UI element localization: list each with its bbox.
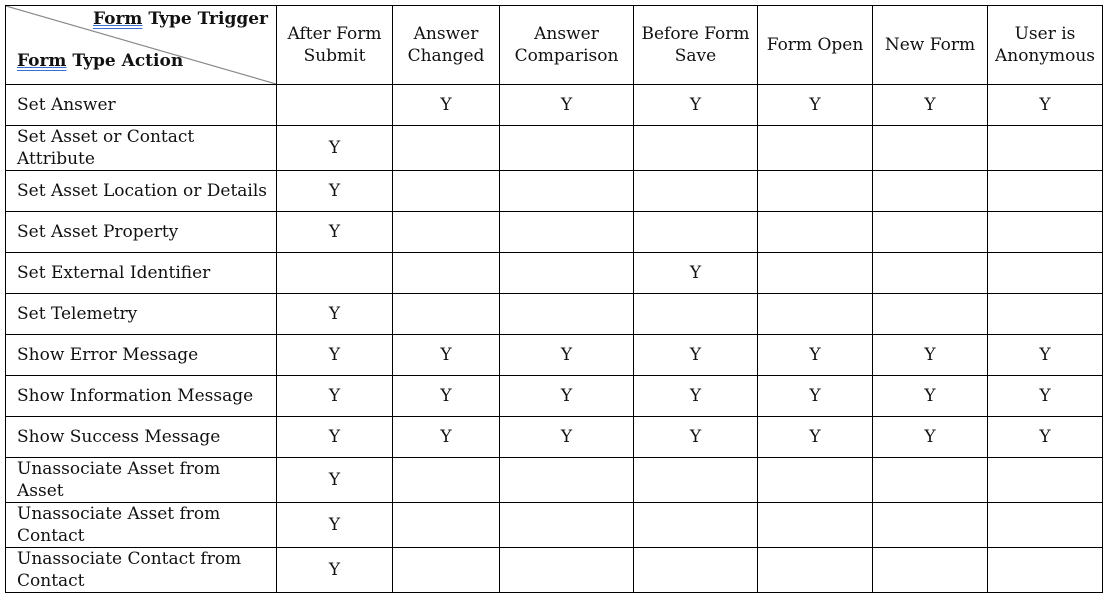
matrix-cell: Y bbox=[634, 335, 758, 376]
matrix-cell: Y bbox=[873, 335, 988, 376]
matrix-cell: Y bbox=[500, 335, 634, 376]
row-action-label: Set Telemetry bbox=[6, 294, 277, 335]
column-header-line1: Before Form bbox=[641, 24, 750, 44]
matrix-cell: Y bbox=[988, 85, 1103, 126]
matrix-cell bbox=[873, 126, 988, 171]
matrix-cell: Y bbox=[277, 126, 393, 171]
column-header bbox=[277, 6, 393, 85]
column-header bbox=[634, 6, 758, 85]
matrix-cell: Y bbox=[988, 376, 1103, 417]
trigger-word-form: Form bbox=[92, 9, 143, 29]
table-row bbox=[6, 458, 1103, 503]
column-header-line1: Answer bbox=[534, 24, 599, 44]
matrix-cell bbox=[634, 503, 758, 548]
table-row bbox=[6, 335, 1103, 376]
matrix-cell: Y bbox=[988, 335, 1103, 376]
matrix-cell: Y bbox=[758, 417, 873, 458]
matrix-cell bbox=[393, 458, 500, 503]
column-header bbox=[758, 6, 873, 85]
table-row bbox=[6, 376, 1103, 417]
matrix-cell: Y bbox=[277, 417, 393, 458]
matrix-cell: Y bbox=[393, 85, 500, 126]
matrix-cell bbox=[988, 503, 1103, 548]
matrix-cell bbox=[988, 171, 1103, 212]
matrix-cell bbox=[988, 294, 1103, 335]
row-action-label: Unassociate Contact from Contact bbox=[6, 548, 277, 593]
matrix-cell: Y bbox=[873, 85, 988, 126]
matrix-cell bbox=[393, 212, 500, 253]
matrix-cell bbox=[873, 458, 988, 503]
matrix-cell: Y bbox=[277, 212, 393, 253]
matrix-cell: Y bbox=[758, 376, 873, 417]
column-header bbox=[500, 6, 634, 85]
table-row bbox=[6, 294, 1103, 335]
matrix-cell bbox=[873, 253, 988, 294]
matrix-cell bbox=[393, 503, 500, 548]
matrix-cell bbox=[758, 503, 873, 548]
column-header-line1: New Form bbox=[884, 35, 976, 55]
matrix-cell bbox=[873, 212, 988, 253]
matrix-cell bbox=[988, 253, 1103, 294]
matrix-cell bbox=[634, 294, 758, 335]
table-row bbox=[6, 171, 1103, 212]
matrix-cell: Y bbox=[500, 417, 634, 458]
matrix-cell: Y bbox=[500, 376, 634, 417]
column-header-line2: Anonymous bbox=[994, 46, 1096, 66]
matrix-cell: Y bbox=[500, 85, 634, 126]
matrix-cell: Y bbox=[277, 503, 393, 548]
matrix-cell bbox=[873, 171, 988, 212]
matrix-cell bbox=[758, 253, 873, 294]
matrix-cell: Y bbox=[873, 417, 988, 458]
row-action-label: Show Error Message bbox=[6, 335, 277, 376]
row-action-label: Show Success Message bbox=[6, 417, 277, 458]
matrix-cell bbox=[393, 126, 500, 171]
action-word-form: Form bbox=[17, 51, 67, 71]
matrix-cell bbox=[500, 503, 634, 548]
matrix-cell: Y bbox=[988, 417, 1103, 458]
column-header bbox=[988, 6, 1103, 85]
matrix-cell bbox=[500, 212, 634, 253]
column-header-line2: Submit bbox=[303, 46, 366, 66]
matrix-cell bbox=[988, 126, 1103, 171]
matrix-cell bbox=[277, 253, 393, 294]
form-type-trigger-label bbox=[93, 8, 268, 30]
matrix-cell: Y bbox=[277, 458, 393, 503]
column-header-line1: User is bbox=[1014, 24, 1076, 44]
form-type-matrix-table bbox=[5, 5, 1103, 593]
matrix-cell: Y bbox=[277, 294, 393, 335]
matrix-cell: Y bbox=[277, 335, 393, 376]
corner-header-cell bbox=[6, 6, 277, 85]
column-header-line1: Answer bbox=[413, 24, 479, 44]
matrix-cell: Y bbox=[873, 376, 988, 417]
matrix-cell bbox=[873, 503, 988, 548]
row-action-label: Set External Identifier bbox=[6, 253, 277, 294]
matrix-cell bbox=[393, 253, 500, 294]
row-action-label: Show Information Message bbox=[6, 376, 277, 417]
column-header-line2: Changed bbox=[407, 46, 485, 66]
matrix-cell: Y bbox=[758, 335, 873, 376]
action-word-rest: Type Action bbox=[66, 51, 184, 71]
matrix-cell bbox=[758, 212, 873, 253]
matrix-cell bbox=[500, 294, 634, 335]
row-action-label: Unassociate Asset from Contact bbox=[6, 503, 277, 548]
matrix-cell: Y bbox=[393, 335, 500, 376]
matrix-cell bbox=[393, 294, 500, 335]
row-action-label: Set Asset Location or Details bbox=[6, 171, 277, 212]
matrix-cell bbox=[634, 212, 758, 253]
matrix-cell bbox=[634, 171, 758, 212]
matrix-cell: Y bbox=[277, 548, 393, 593]
matrix-cell bbox=[393, 171, 500, 212]
matrix-cell bbox=[500, 253, 634, 294]
form-type-action-label bbox=[17, 50, 183, 72]
table-row bbox=[6, 417, 1103, 458]
column-header-line2: Save bbox=[674, 46, 717, 66]
matrix-cell: Y bbox=[277, 171, 393, 212]
matrix-cell: Y bbox=[277, 376, 393, 417]
column-header bbox=[873, 6, 988, 85]
matrix-cell: Y bbox=[634, 417, 758, 458]
matrix-cell: Y bbox=[758, 85, 873, 126]
row-action-label: Set Asset Property bbox=[6, 212, 277, 253]
matrix-cell: Y bbox=[393, 376, 500, 417]
matrix-cell bbox=[873, 294, 988, 335]
matrix-cell: Y bbox=[634, 253, 758, 294]
column-header-line2: Comparison bbox=[514, 46, 619, 66]
matrix-cell bbox=[634, 126, 758, 171]
matrix-cell bbox=[758, 171, 873, 212]
row-action-label: Unassociate Asset from Asset bbox=[6, 458, 277, 503]
table-row bbox=[6, 126, 1103, 171]
matrix-cell bbox=[500, 171, 634, 212]
trigger-word-rest: Type Trigger bbox=[142, 9, 268, 29]
table-row bbox=[6, 503, 1103, 548]
matrix-cell bbox=[988, 212, 1103, 253]
matrix-cell: Y bbox=[634, 85, 758, 126]
matrix-body bbox=[6, 85, 1103, 593]
matrix-cell bbox=[500, 458, 634, 503]
column-header bbox=[393, 6, 500, 85]
matrix-cell bbox=[500, 126, 634, 171]
matrix-cell: Y bbox=[634, 376, 758, 417]
table-row bbox=[6, 253, 1103, 294]
header-row bbox=[6, 6, 1103, 85]
matrix-cell bbox=[634, 458, 758, 503]
matrix-cell bbox=[758, 126, 873, 171]
column-header-line1: After Form bbox=[287, 24, 382, 44]
row-action-label: Set Answer bbox=[6, 85, 277, 126]
row-action-label: Set Asset or Contact Attribute bbox=[6, 126, 277, 171]
matrix-cell bbox=[758, 294, 873, 335]
column-header-line1: Form Open bbox=[766, 35, 864, 55]
matrix-cell: Y bbox=[393, 417, 500, 458]
table-row bbox=[6, 85, 1103, 126]
matrix-cell bbox=[277, 85, 393, 126]
matrix-cell bbox=[988, 458, 1103, 503]
matrix-cell bbox=[758, 458, 873, 503]
table-row bbox=[6, 212, 1103, 253]
